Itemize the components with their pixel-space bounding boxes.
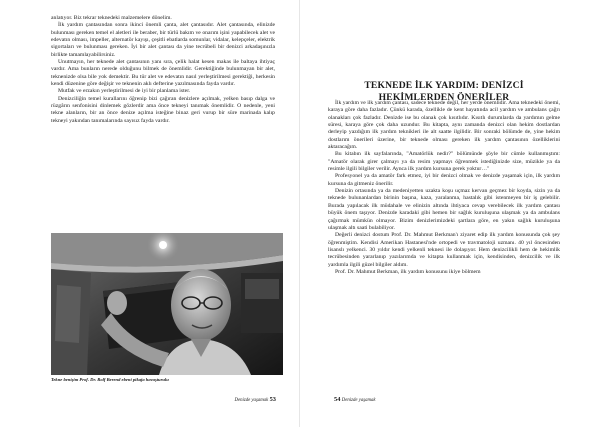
left-paragraph: Unutmayın, her teknede alet çantasının yanı sıra, çelik halat kesen makas ile baltaya ihtiyaç vardır. Ama bunların nerede olduğunu bilmek de önemlidir. Gerektiğinde bulunmayan bir alet, teknenizde olsa bile yok demektir. Bu tür alet ve edevatın nasıl yerleştirilmesi gerektiği, herkesin kendi düzenine göre değişir ve teknenin aklı defterine yazılmasında fayda vardır. [51,59,275,88]
right-paragraph: Bu kitabın ilk sayfalarında, "Amatörlük nedir?" bölümünde şöyle bir cümle kullanmıştım: "Amatör olarak girer çalmayı ya da resim yapmayı öğrenmek istediğinizde size, müzikle ya da resimle ilgili bilgiler verilir. Aynca ilk yardım kursuna gerek yoktur…" [328,151,560,173]
section-title-line2: HEKİMLERDEN ÖNERİLER [378,91,510,103]
left-page-number: 53 [269,396,276,403]
left-paragraph: İlk yardım çantasından sonra ikinci önemli çanta, alet çantasıdır. Alet çantasında, elinizde bulunması gereken temel el aletleri ile beraber, bir türlü bakım ve onarım işini yapabilecek alet ve edevatın olması, impeller, alternatör kayışı, çeşitli ebatlarda somunlar, vidalar, kelepçeler, elektrik sigortaları ve bulunması gereken. İyi bir alet çantası da yine tecrübeli bir denizci arkadaşınızla birlikte tamamlayabilirsiniz. [51,22,275,58]
right-paragraph: Prof. Dr. Mahmut Berkman, ilk yardım konusunu ikiye bölmem [335,268,481,275]
left-folio [235,396,277,404]
right-paragraph: Profesyonel ya da amatör fark etmez, iyi bir denizci olmak ve denizde yaşamak için, ilk yardım kursuna da gitmeniz önerilir. [328,173,560,187]
right-page-number: 54 [334,396,341,403]
photo-illustration [51,233,283,375]
book-spine [299,0,300,427]
left-paragraph: Mutfak ve erzakın yerleştirilmesi de iyi bir planlama ister. [58,88,191,95]
right-paragraph: Denizin ortasında ya da medeniyetten uzakta koşu uçmaz kervan geçmez bir koyda, sizin ya da teknede bulunanlardan birinin başına, kaza, yaralanma, hastalık gibi istenmeyen bir iş gelebilir. Burada yapılacak ilk müdahale ve elinizin altında ihtiyaca cevap verebilecek ilk yardım çantası büyük önem taşıyor. Denizde karadaki gibi hemen bir sağlık kuruluşuna ulaşmak ya da ambulans çağırmak mümkün olmayor. Bizim denizlerimizdeki şartlara göre, en yakın sağlık kuruluşuna ulaşmak altı saati bulabiliyor. [328,188,560,231]
right-body-text [328,100,560,276]
left-body-text [51,15,275,125]
right-paragraph: Değerli denizci dostum Prof. Dr. Mahmut Berkman'ı ziyaret edip ilk yardım konusunda çok şey öğrenmiştim. Kendisi Amerikan Hastanesi'nde ortopedi ve travmatoloji uzmanı. 40 yıl öncesinden lisanslı yelkenci. 30 yıldır kendi yelkenli teknesi ile dolaşıyor. Hem denizcilikli hem de hekimlik tecrübesinden yararlanıp yazılarımda ve kitapta kullanmak için, kendisinden, denizcilik ve ilk yardımla ilgili güzel bilgiler aldım. [328,232,560,268]
photo-caption: Tekne benişim Prof. Dr. Rolf Berend ebeni pikaja havaşturulu [51,377,169,382]
right-paragraph: İlk yardım ve ilk yardım çantası, sadece teknede değil, her yerde önemlidir. Ama teknedeki önemi, karaya göre daha fazladır. Çünkü karada, özellikle de kent hayatında acil yardım ve ambulans çağrı olanakları çok fazladır. Denizde ise bu olanak çok kısıtlıdır. Kısıtlı durumlarda da yardımın gelme süresi, karaya göre çok daha uzundur. Bu kitapta, aynı zamanda denizci olan hekim dostlardan derleyip yazdığım ilk yardım teknikleri ile alt saatte ilgilidir. Bir sonraki bölümde de, yine hekim dostlarım önerileri üzerine, bir teknede olması gereken ilk yardım çantasının özelliklerini aktaracağım. [328,100,560,151]
right-running-title: Denizde yaşamak [341,398,376,403]
right-folio [334,396,376,404]
left-running-title: Denizde yaşamak [234,398,269,403]
left-paragraph: Denizciliğin temel kurallarını öğrenip bizi çağıran denizlere açılmak, yelken basıp dalga ve rüzgârın senfonisini dinlemek gözlerdir ama önce tekneyi tanımak önemlidir. O nedenle, yeni tekne alanların, bir an önce denize açılma isteğine binaz geri vurup bir süre marinada kalıp tekneyi yakından tanımalarında sayısız fayda vardır. [51,95,275,124]
boat-photo [51,233,283,375]
left-paragraph: anlatıyor. Biz tekrar teknedeki malzemelere dönelim. [51,15,172,21]
section-title-line1: TEKNEDE İLK YARDIM: DENİZCİ [364,80,524,91]
